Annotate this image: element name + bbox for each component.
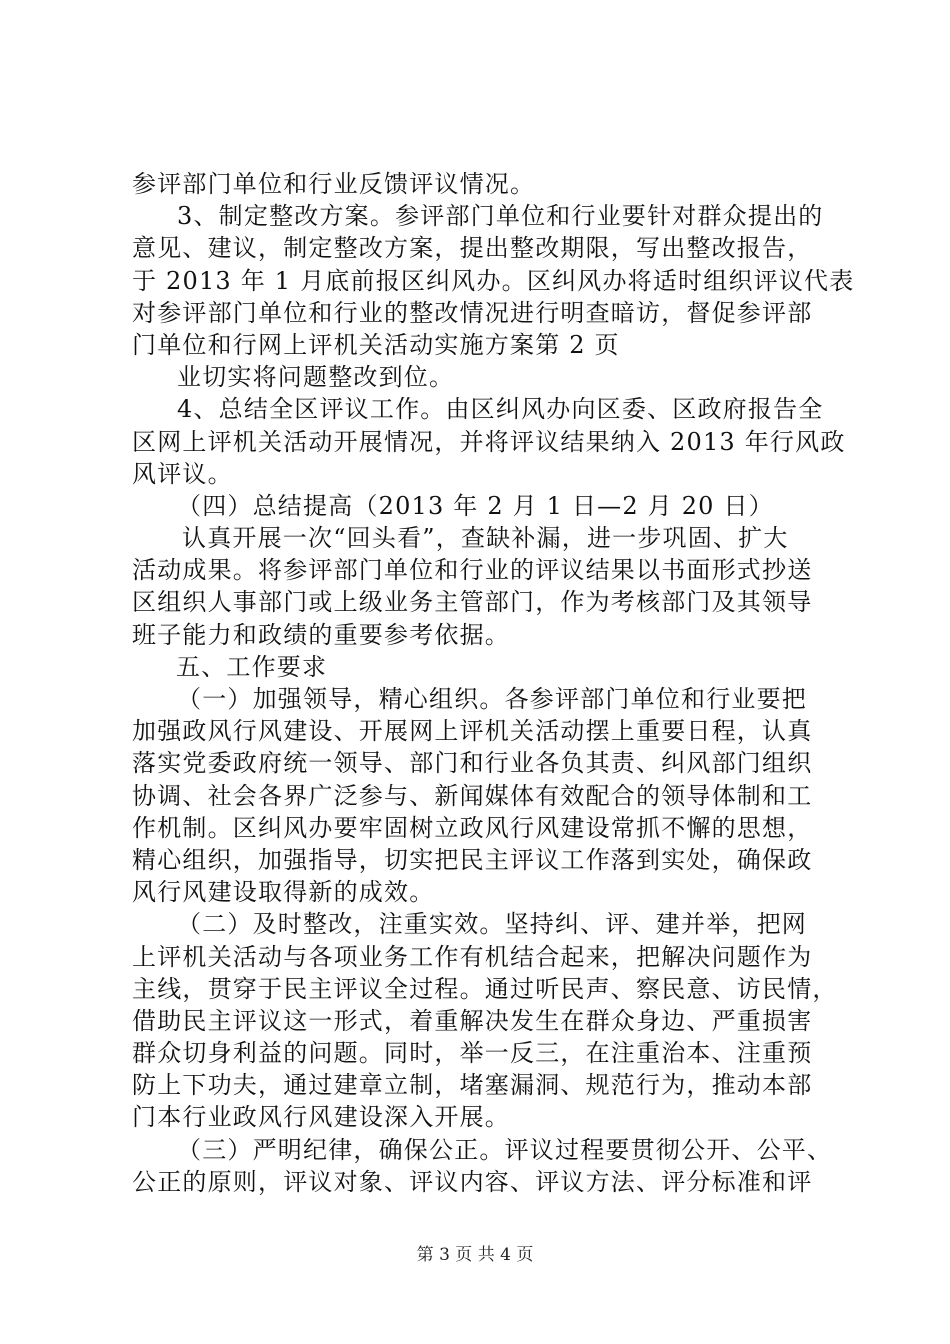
text-line: 群众切身利益的问题。同时，举一反三，在注重治本、注重预 <box>132 1039 813 1068</box>
text-line: 上评机关活动与各项业务工作有机结合起来，把解决问题作为 <box>132 942 813 971</box>
text-line: 于 2013 年 1 月底前报区纠风办。区纠风办将适时组织评议代表 <box>132 266 855 295</box>
text-line: 区网上评机关活动开展情况，并将评议结果纳入 2013 年行风政 <box>132 427 846 456</box>
text-line: 4、总结全区评议工作。由区纠风办向区委、区政府报告全 <box>177 395 824 424</box>
text-line: 区组织人事部门或上级业务主管部门，作为考核部门及其领导 <box>132 588 813 617</box>
text-line: 作机制。区纠风办要牢固树立政风行风建设常抓不懈的思想， <box>132 813 813 842</box>
text-line: 落实党委政府统一领导、部门和行业各负其责、纠风部门组织 <box>132 749 813 778</box>
text-line: （三）严明纪律，确保公正。评议过程要贯彻公开、公平、 <box>177 1135 833 1164</box>
text-line: 风行风建设取得新的成效。 <box>132 878 435 907</box>
text-line: 协调、社会各界广泛参与、新闻媒体有效配合的领导体制和工 <box>132 781 813 810</box>
text-line: 精心组织，加强指导，切实把民主评议工作落到实处，确保政 <box>132 845 813 874</box>
page-footer <box>0 1243 950 1267</box>
text-line: 风评议。 <box>132 459 233 488</box>
text-line: 门本行业政风行风建设深入开展。 <box>132 1103 510 1132</box>
text-line: 业切实将问题整改到位。 <box>177 363 455 392</box>
text-line: 3、制定整改方案。参评部门单位和行业要针对群众提出的 <box>177 202 824 231</box>
text-line: 公正的原则，评议对象、评议内容、评议方法、评分标准和评 <box>132 1167 813 1196</box>
text-line: 防上下功夫，通过建章立制，堵塞漏洞、规范行为，推动本部 <box>132 1071 813 1100</box>
text-line: 主线，贯穿于民主评议全过程。通过听民声、察民意、访民情， <box>132 974 838 1003</box>
text-line: 借助民主评议这一形式，着重解决发生在群众身边、严重损害 <box>132 1006 813 1035</box>
text-line: 对参评部门单位和行业的整改情况进行明查暗访，督促参评部 <box>132 298 813 327</box>
text-line: 活动成果。将参评部门单位和行业的评议结果以书面形式抄送 <box>132 556 813 585</box>
text-line: 加强政风行风建设、开展网上评机关活动摆上重要日程，认真 <box>132 717 813 746</box>
section-heading: （四）总结提高（2013 年 2 月 1 日—2 月 20 日） <box>177 491 774 520</box>
text-line: 认真开展一次“回头看”，查缺补漏，进一步巩固、扩大 <box>182 524 789 553</box>
text-line: 意见、建议，制定整改方案，提出整改期限，写出整改报告， <box>132 234 813 263</box>
page-number: 第 3 页 共 4 页 <box>416 1245 534 1265</box>
text-line: 班子能力和政绩的重要参考依据。 <box>132 620 510 649</box>
text-line: （一）加强领导，精心组织。各参评部门单位和行业要把 <box>177 685 807 713</box>
text-line: 参评部门单位和行业反馈评议情况。 <box>132 170 536 198</box>
section-heading: 五、工作要求 <box>176 652 328 681</box>
document-body <box>132 168 855 1198</box>
text-line: 门单位和行网上评机关活动实施方案第 2 页 <box>132 330 620 359</box>
text-line: （二）及时整改，注重实效。坚持纠、评、建并举，把网 <box>177 910 807 939</box>
